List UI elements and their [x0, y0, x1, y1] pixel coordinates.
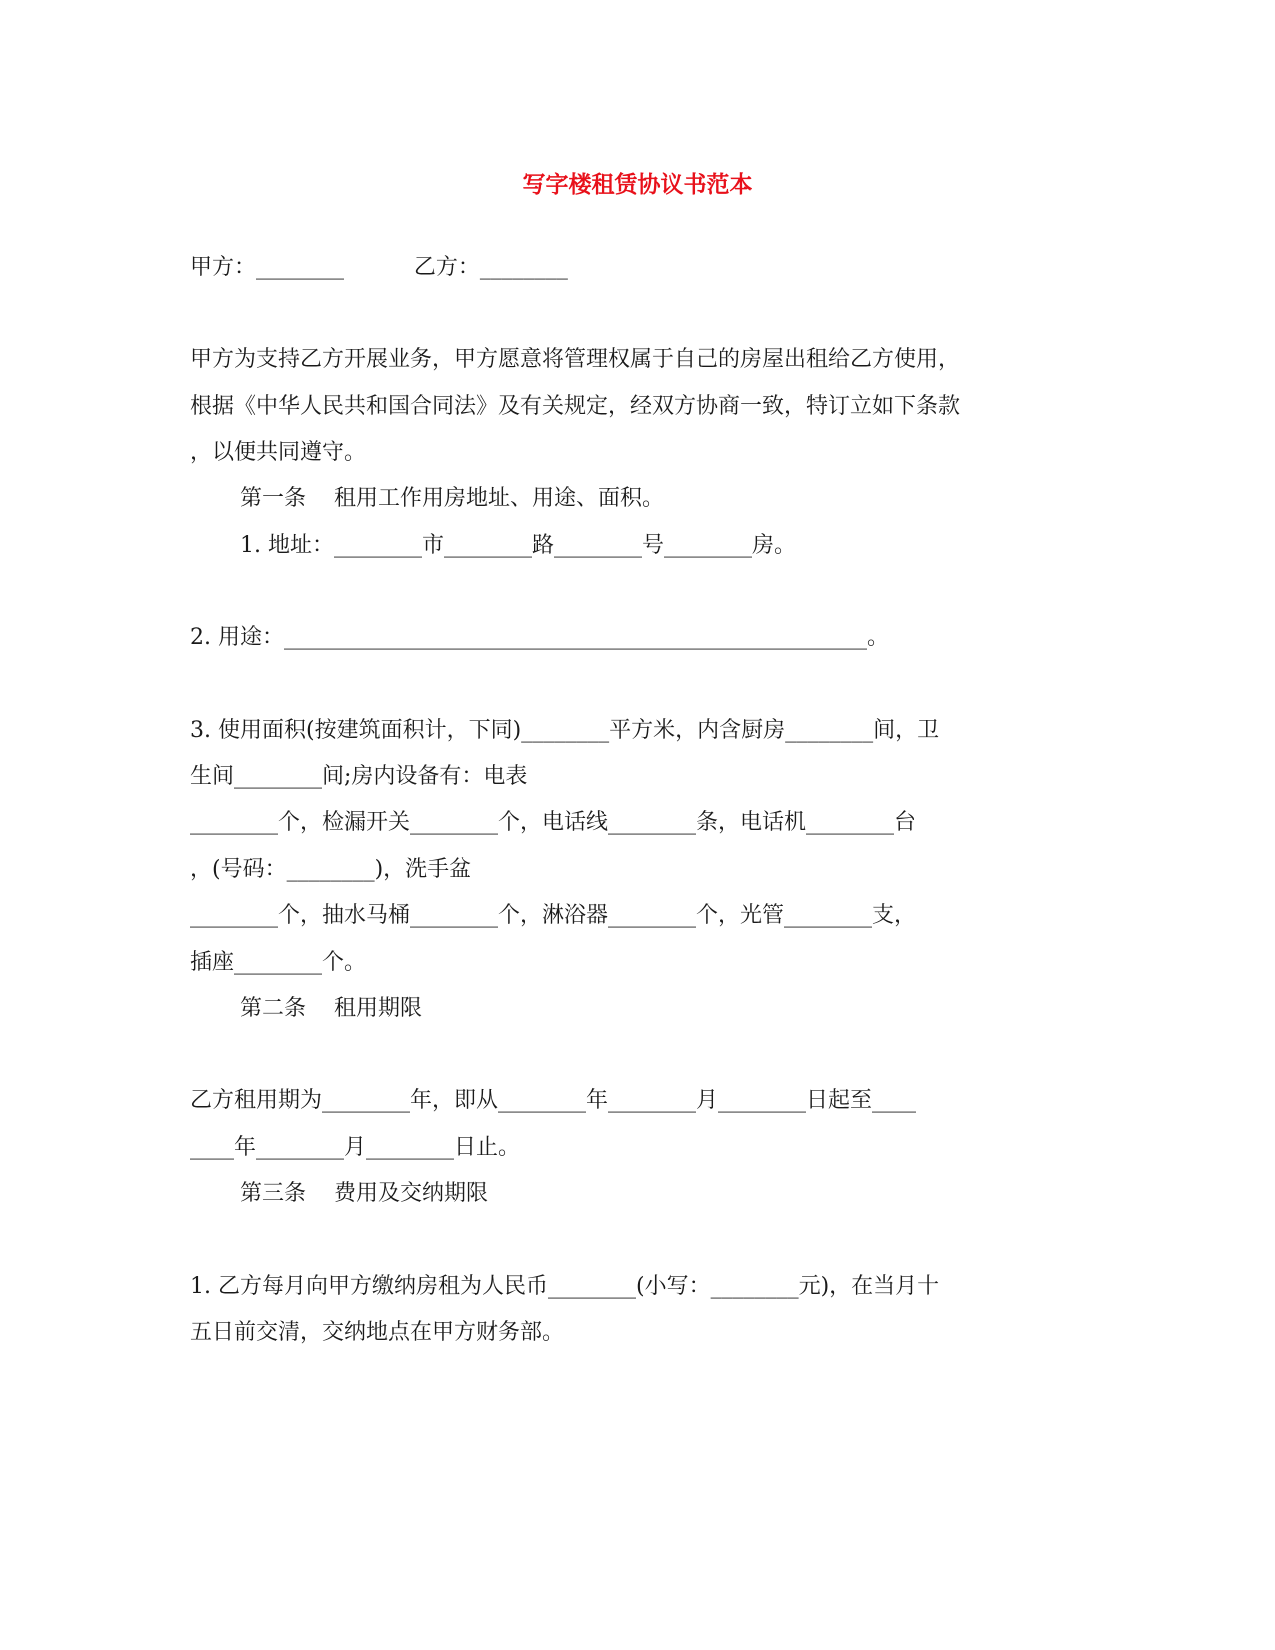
article-2-heading: 第二条 租用期限 — [240, 996, 422, 1021]
rent-clause: 五日前交清，交纳地点在甲方财务部。 — [190, 1320, 565, 1345]
preamble-line: 根据《中华人民共和国合同法》及有关规定，经双方协商一致，特订立如下条款 — [190, 394, 961, 419]
term-clause: ____年________月________日止。 — [190, 1135, 521, 1160]
equipment-line: 插座________个。 — [190, 950, 367, 975]
article-1-heading: 第一条 租用工作用房地址、用途、面积。 — [240, 486, 664, 511]
area-clause: 3. 使用面积(按建筑面积计，下同)________平方米，内含厨房________间，卫 — [190, 718, 940, 743]
usage-clause: 2. 用途：_____________________________________________________。 — [190, 625, 889, 650]
term-clause: 乙方租用期为________年，即从________年________月________日起至____ — [190, 1088, 917, 1113]
area-clause: 生间________间;房内设备有：电表 — [190, 764, 528, 789]
preamble-line: 甲方为支持乙方开展业务，甲方愿意将管理权属于自己的房屋出租给乙方使用， — [190, 347, 961, 372]
preamble-line: ，以便共同遵守。 — [190, 440, 367, 465]
equipment-line: ________个，检漏开关________个，电话线________条，电话机________台 — [190, 810, 917, 835]
equipment-line: ，(号码：________)，洗手盆 — [190, 857, 472, 882]
rent-clause: 1. 乙方每月向甲方缴纳房租为人民币________(小写：________元)，在当月十 — [190, 1274, 940, 1299]
article-3-heading: 第三条 费用及交纳期限 — [240, 1181, 488, 1206]
address-clause: 1. 地址：________市________路________号________房。 — [240, 533, 796, 558]
equipment-line: ________个，抽水马桶________个，淋浴器________个，光管________支， — [190, 903, 917, 928]
parties-line: 甲方：________ 乙方：________ — [190, 255, 568, 280]
document-title: 写字楼租赁协议书范本 — [522, 171, 753, 198]
